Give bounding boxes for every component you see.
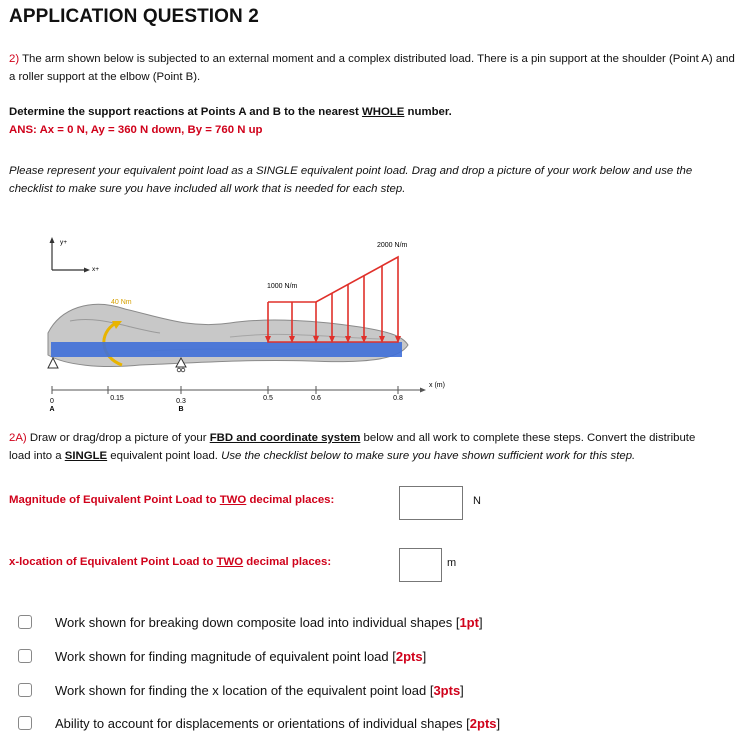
load-2-label: 2000 N/m <box>377 242 408 249</box>
checklist-text: Work shown for breaking down composite load into individual shapes [ <box>55 614 460 630</box>
part-2a-t1: Draw or drag/drop a picture of your <box>26 432 210 444</box>
checklist-close: ] <box>496 715 501 731</box>
x-axis-unit-label: x (m) <box>429 382 445 389</box>
determine-after: number. <box>404 106 452 118</box>
x-location-label <box>9 556 331 568</box>
checklist-points: 1pt <box>459 614 479 630</box>
magnitude-unit: N <box>473 495 481 507</box>
tick-0-5: 0.5 <box>263 395 273 402</box>
magnitude-input[interactable] <box>399 486 463 520</box>
checklist-item-2[interactable] <box>18 646 426 666</box>
part-2a-t3: load into a <box>9 450 65 462</box>
magnitude-after: decimal places: <box>246 494 335 506</box>
checklist-item-1[interactable] <box>18 612 483 632</box>
part-2a-single: SINGLE <box>64 450 108 462</box>
x-location-underlined: TWO <box>216 556 244 568</box>
tick-0-8: 0.8 <box>393 395 403 402</box>
checkbox[interactable] <box>18 716 32 730</box>
checklist-text: Work shown for finding magnitude of equivalent point load [ <box>55 648 396 664</box>
question-body: The arm shown below is subjected to an external moment and a complex distributed load. There is a pin support at the shoulder (Point A) and a roller support at the elbow (Point B). <box>9 53 735 83</box>
part-2a-t4: equivalent point load. <box>107 450 222 462</box>
determine-before: Determine the support reactions at Points A and B to the nearest <box>9 106 362 118</box>
checklist-close: ] <box>478 614 483 630</box>
checklist-item-label <box>55 683 464 698</box>
magnitude-label <box>9 494 334 506</box>
checklist-points: 2pts <box>395 648 423 664</box>
part-2a-text <box>9 429 743 447</box>
checkbox[interactable] <box>18 649 32 663</box>
x-location-after: decimal places: <box>243 556 332 568</box>
part-2a-text-line2 <box>9 447 635 465</box>
checklist-item-label <box>55 649 426 664</box>
part-2a-fbd: FBD and coordinate system <box>209 432 361 444</box>
part-2a-label: 2A) <box>9 432 27 444</box>
checklist-close: ] <box>422 648 427 664</box>
tick-0: 0 <box>50 398 54 405</box>
load-1-label: 1000 N/m <box>267 283 298 290</box>
checklist-item-label <box>55 615 483 630</box>
x-location-before: x-location of Equivalent Point Load to <box>9 556 217 568</box>
point-b-label: B <box>178 406 184 413</box>
checklist-points: 2pts <box>469 715 497 731</box>
x-location-unit: m <box>447 557 457 569</box>
answer-text: ANS: Ax = 0 N, Ay = 360 N down, By = 760 N up <box>9 124 263 136</box>
part-2a-t5: Use the checklist below to make sure you have shown sufficient work for this step. <box>221 450 636 462</box>
x-axis <box>52 386 422 394</box>
checklist-text: Ability to account for displacements or orientations of individual shapes [ <box>55 715 470 731</box>
magnitude-underlined: TWO <box>219 494 247 506</box>
moment-label: 40 Nm <box>111 299 132 306</box>
question-text <box>9 50 735 86</box>
instructions-text: Please represent your equivalent point load as a SINGLE equivalent point load. Drag and drop a picture of your work below and use the checklist to make sure you have included all work that is needed for each step. <box>9 165 693 195</box>
x-axis-label: x+ <box>92 266 100 273</box>
checklist-points: 3pts <box>433 682 461 698</box>
beam <box>51 342 402 357</box>
checklist-text: Work shown for finding the x location of the equivalent point load [ <box>55 682 434 698</box>
checkbox[interactable] <box>18 615 32 629</box>
tick-0-15: 0.15 <box>110 395 124 402</box>
determine-underlined: WHOLE <box>361 106 405 118</box>
checklist-item-3[interactable] <box>18 680 464 700</box>
part-2a-t2: below and all work to complete these steps. Convert the distribute <box>360 432 696 444</box>
checklist-close: ] <box>460 682 464 698</box>
checkbox[interactable] <box>18 683 32 697</box>
arm-figure <box>30 225 450 421</box>
determine-instruction <box>9 106 452 118</box>
tick-0-6: 0.6 <box>311 395 321 402</box>
tick-0-3: 0.3 <box>176 398 186 405</box>
point-a-label: A <box>49 406 55 413</box>
checklist-item-4[interactable] <box>18 713 500 733</box>
x-axis-arrow-icon <box>420 388 426 393</box>
arm-image <box>48 304 408 366</box>
question-number: 2) <box>9 53 20 65</box>
x-location-input[interactable] <box>399 548 442 582</box>
page-title: APPLICATION QUESTION 2 <box>9 6 259 27</box>
coordinate-axes-icon <box>50 237 91 273</box>
checklist-item-label <box>55 716 500 731</box>
y-axis-label: y+ <box>60 239 68 246</box>
magnitude-before: Magnitude of Equivalent Point Load to <box>9 494 220 506</box>
